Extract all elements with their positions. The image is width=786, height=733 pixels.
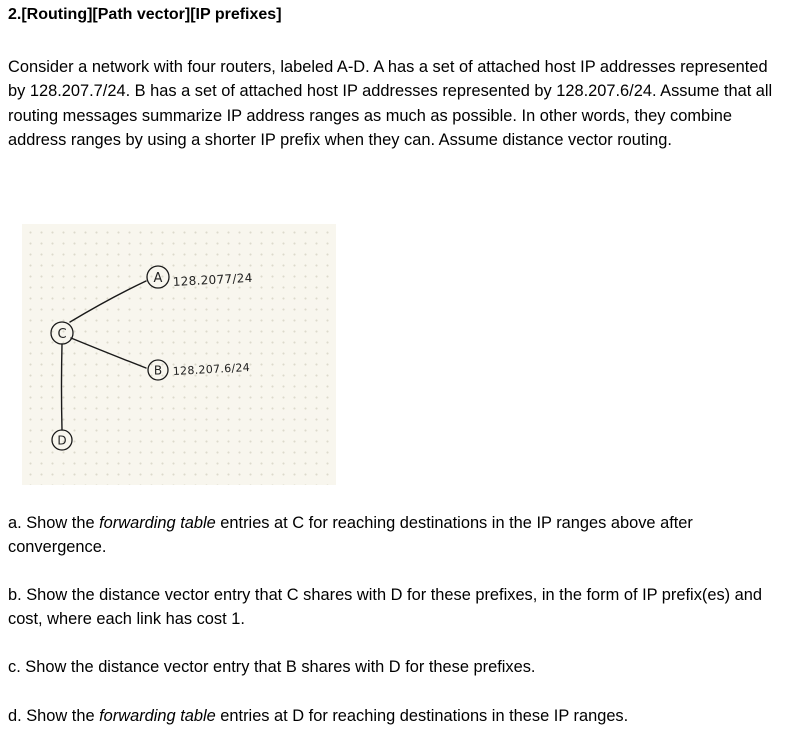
- part-a-text-end: entries at C for reaching destinations in the IP ranges above after convergence.: [8, 514, 693, 557]
- part-d-emphasis: forwarding table: [99, 707, 216, 725]
- part-d-text: d. Show the: [8, 707, 100, 725]
- router-b-prefix: 128.207.6/24: [172, 360, 251, 378]
- network-diagram: [22, 224, 336, 485]
- question-part-d: [8, 704, 783, 728]
- router-d-label: D: [57, 433, 67, 448]
- part-a-emphasis: forwarding table: [99, 514, 216, 532]
- router-a-label: A: [153, 271, 163, 286]
- router-c-label: C: [57, 327, 67, 342]
- link-c-b: [71, 338, 146, 368]
- router-a-prefix: 128.2077/24: [172, 270, 253, 289]
- network-diagram-svg: [22, 224, 336, 485]
- question-intro: Consider a network with four routers, labeled A-D. A has a set of attached host IP addresses represented by 128.207.7/24. B has a set of attached host IP addresses represented by 128.207.6/24. Assume that all routing messages summarize IP address ranges as much as possible. In other words, they combine address ranges by using a shorter IP prefix when they can. Assume distance vector routing.: [8, 58, 773, 150]
- question-title: 2.[Routing][Path vector][IP prefixes]: [8, 6, 282, 23]
- part-a-text: a. Show the: [8, 514, 100, 532]
- link-c-d: [62, 344, 63, 430]
- router-b-label: B: [153, 363, 163, 378]
- router-b: [148, 360, 250, 380]
- router-c: [51, 322, 73, 344]
- router-d: [52, 430, 72, 450]
- router-a: [147, 266, 253, 289]
- part-d-text-end: entries at D for reaching destinations in these IP ranges.: [215, 707, 629, 725]
- question-part-b: b. Show the distance vector entry that C shares with D for these prefixes, in the form of IP prefix(es) and cost, where each link has cost 1.: [8, 586, 763, 629]
- link-c-a: [70, 281, 146, 322]
- question-part-a: [8, 511, 783, 560]
- question-part-c: c. Show the distance vector entry that B shares with D for these prefixes.: [8, 658, 536, 676]
